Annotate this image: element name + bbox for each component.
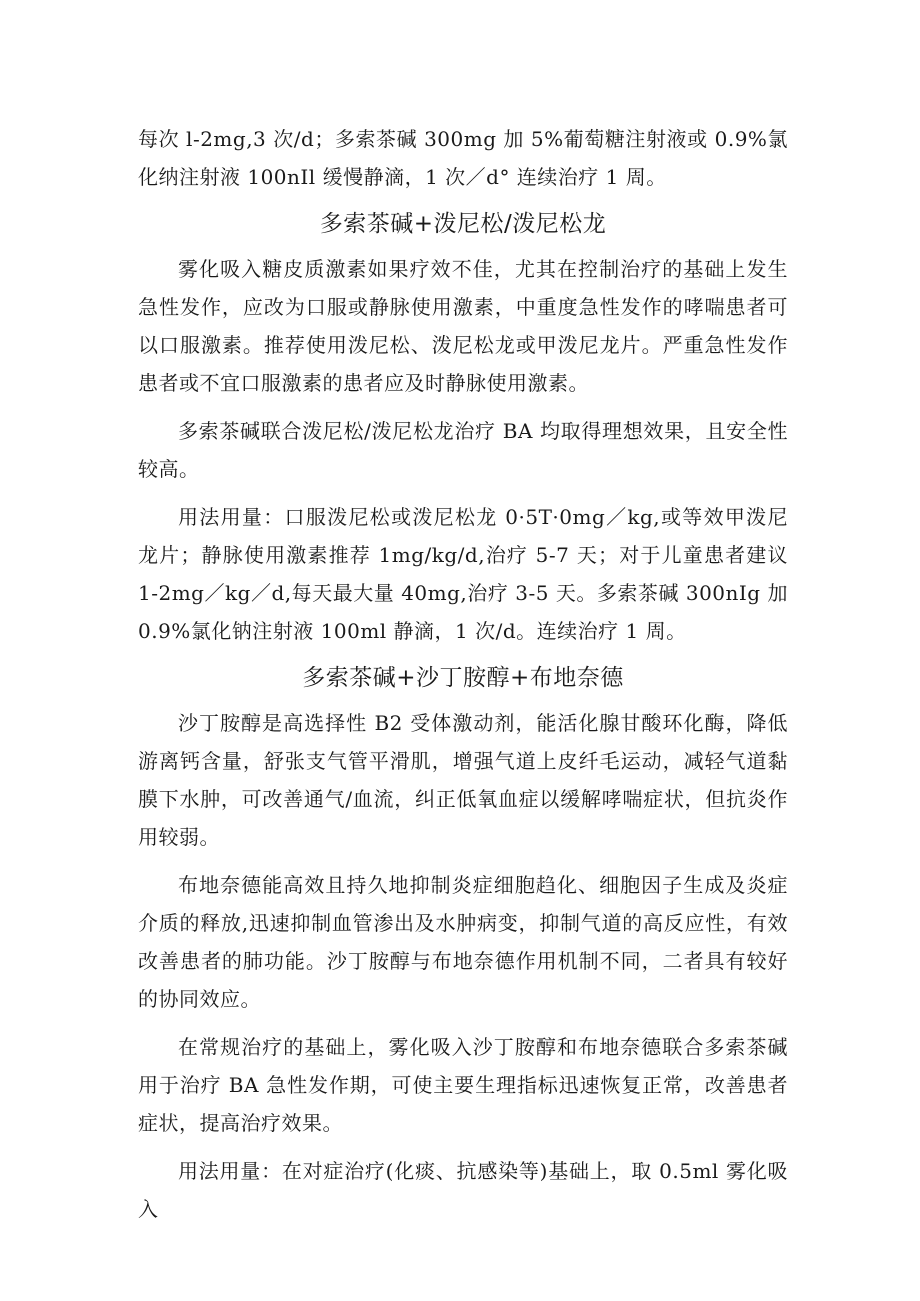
paragraph-dosage-prednisone: 用法用量：口服泼尼松或泼尼松龙 0·5T·0mg／kg,或等效甲泼尼龙片；静脉使用激素推荐 1mg/kg/d,治疗 5-7 天；对于儿童患者建议 1-2mg／kg／d,每天最大量 40mg,治疗 3-5 天。多索茶碱 300nIg 加 0.9%氯化钠注射液 100ml 静滴，1 次/d。连续治疗 1 周。	[138, 505, 788, 643]
section-heading-doxofylline-salbutamol-budesonide: 多索茶碱+沙丁胺醇+布地奈德	[302, 665, 624, 691]
paragraph-salbutamol-mechanism: 沙丁胺醇是高选择性 B2 受体激动剂，能活化腺甘酸环化酶，降低游离钙含量，舒张支气管平滑肌，增强气道上皮纤毛运动，减轻气道黏膜下水肿，可改善通气/血流，纠正低氧血症以缓解哮喘症状，但抗炎作用较弱。	[138, 711, 788, 849]
paragraph-dosage-continued: 每次 l-2mg,3 次/d；多索茶碱 300mg 加 5%葡萄糖注射液或 0.9%氯化纳注射液 100nIl 缓慢静滴，1 次／d° 连续治疗 1 周。	[138, 127, 788, 189]
paragraph-budesonide-mechanism: 布地奈德能高效且持久地抑制炎症细胞趋化、细胞因子生成及炎症介质的释放,迅速抑制血管渗出及水肿病变，抑制气道的高反应性，有效改善患者的肺功能。沙丁胺醇与布地奈德作用机制不同，二者具有较好的协同效应。	[138, 873, 788, 1011]
paragraph-combined-treatment: 在常规治疗的基础上，雾化吸入沙丁胺醇和布地奈德联合多索茶碱用于治疗 BA 急性发作期，可使主要生理指标迅速恢复正常，改善患者症状，提高治疗效果。	[138, 1035, 788, 1135]
document-body	[138, 120, 788, 1238]
paragraph-combination-effect: 多索茶碱联合泼尼松/泼尼松龙治疗 BA 均取得理想效果，且安全性较高。	[138, 419, 788, 481]
section-heading-doxofylline-prednisone: 多索茶碱+泼尼松/泼尼松龙	[319, 211, 607, 237]
paragraph-nebulized-corticosteroid: 雾化吸入糖皮质激素如果疗效不佳，尤其在控制治疗的基础上发生急性发作，应改为口服或静脉使用激素，中重度急性发作的哮喘患者可以口服激素。推荐使用泼尼松、泼尼松龙或甲泼尼龙片。严重急性发作患者或不宜口服激素的患者应及时静脉使用激素。	[138, 257, 788, 395]
paragraph-dosage-nebulized: 用法用量：在对症治疗(化痰、抗感染等)基础上，取 0.5ml 雾化吸入	[138, 1159, 788, 1221]
